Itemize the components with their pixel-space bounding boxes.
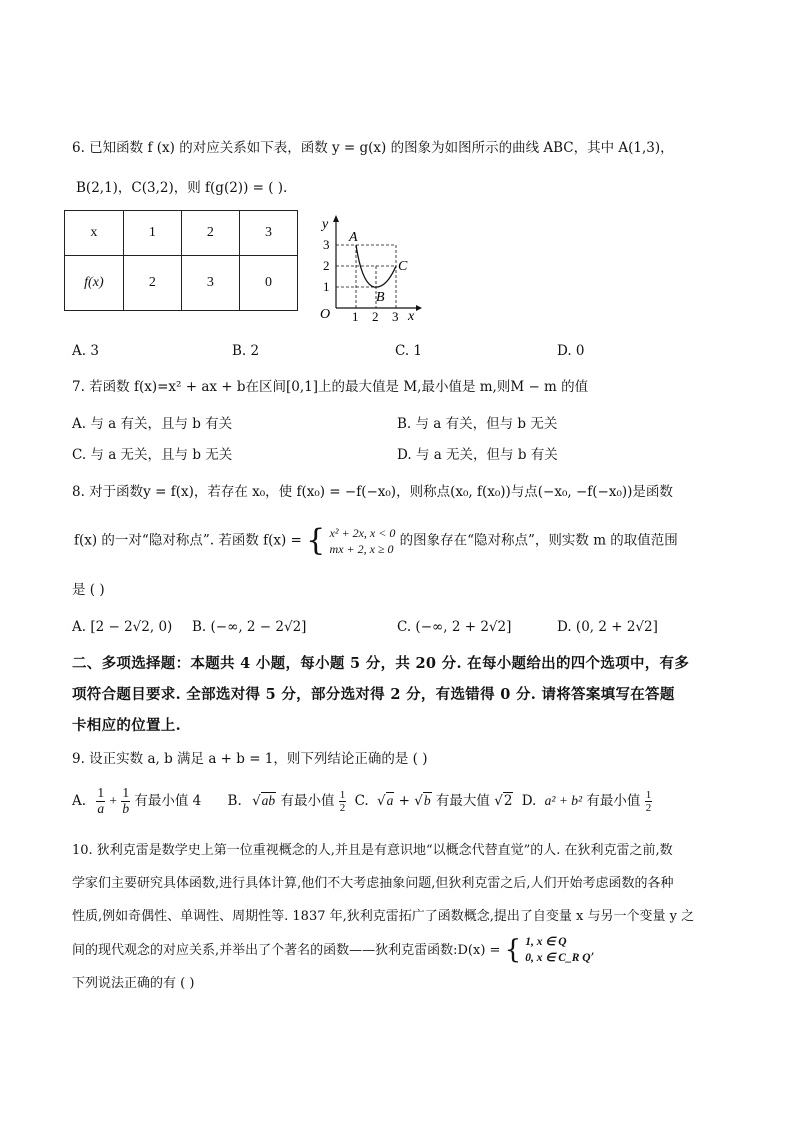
brace-glyph: { — [306, 523, 326, 558]
q10-line4: 间的现代观念的对应关系,并举出了个著名的函数——狄利克雷函数:D(x) = { 1, x ∈ Q 0, x ∈ C_R Q , — [72, 935, 595, 965]
case-line: x² + 2x, x < 0 — [329, 525, 396, 540]
point-label-c: C — [398, 259, 408, 274]
q6-option-d: D. 0 — [557, 343, 585, 359]
q10-line3: 性质,例如奇偶性、单调性、周期性等. 1837 年,狄利克雷拓广了函数概念,提出了自变量 x 与另一个变量 y 之 — [72, 909, 695, 924]
brace-glyph: { — [504, 935, 522, 965]
sqrt-ab: √ab — [252, 792, 276, 809]
dirichlet-cases — [525, 935, 590, 966]
q9-option-d: D. a² + b² 有最小值 $\frac{1}{2}$ — [521, 788, 652, 814]
sqrt-a-plus-sqrt-b: √a + √b — [377, 792, 431, 809]
q9-option-b: B. √ab 有最小值 $\frac{1}{2}$ — [227, 788, 346, 814]
fraction-half: $\frac{1}{2}$ — [339, 788, 346, 814]
x-tick: 1 — [352, 309, 359, 322]
table-cell: f(x) — [65, 256, 124, 311]
q9-option-a: A. $\frac{1}{a}$ + $\frac{1}{b}$ 有最小值 4 — [72, 785, 202, 816]
q6-option-c: C. 1 — [395, 343, 423, 359]
q6-option-b: B. 2 — [232, 343, 260, 359]
point-label-b: B — [376, 290, 385, 305]
table-cell: 3 — [181, 256, 239, 311]
q8-line1: 8. 对于函数y = f(x)，若存在 x₀，使 f(x₀) = −f(−x₀)，则称点(x₀, f(x₀))与点(−x₀, −f(−x₀))是函数 — [72, 484, 673, 500]
q10-line1: 10. 狄利克雷是数学史上第一位重视概念的人,并且是有意识地“以概念代替直觉”的人. 在狄利克雷之前,数 — [72, 843, 673, 858]
table-cell: 0 — [239, 256, 297, 311]
q8-line3: 是 ( ) — [72, 582, 105, 598]
q8-option-d: D. (0, 2 + 2√2] — [557, 619, 658, 635]
case-line: 1, x ∈ Q — [525, 936, 567, 949]
q6-option-a: A. 3 — [72, 343, 99, 359]
y-tick: 1 — [323, 279, 330, 294]
origin-label: O — [320, 307, 331, 322]
y-axis-label: y — [322, 217, 329, 232]
q7-option-c: C. 与 a 无关，且与 b 无关 — [72, 447, 233, 463]
q7-option-b: B. 与 a 有关，但与 b 无关 — [397, 416, 558, 432]
case-line: mx + 2, x ≥ 0 — [329, 542, 394, 556]
q8-option-c: C. (−∞, 2 + 2√2] — [397, 619, 512, 635]
piecewise-cases — [330, 525, 396, 557]
case-line: 0, x ∈ C_R Q — [525, 951, 591, 964]
fraction-1-over-a: $\frac{1}{a}$ — [97, 785, 105, 816]
q9-stem: 9. 设正实数 a, b 满足 a + b = 1，则下列结论正确的是 ( ) — [72, 751, 428, 767]
section-heading: 二、多项选择题：本题共 4 小题，每小题 5 分，共 20 分. 在每小题给出的四个选项中，有多 — [72, 655, 690, 672]
q7-option-d: D. 与 a 无关，但与 b 有关 — [397, 447, 558, 463]
y-tick: 2 — [323, 258, 330, 273]
a2-plus-b2: a² + b² — [544, 792, 583, 808]
table-cell: x — [65, 211, 124, 256]
table-cell: 1 — [123, 211, 181, 256]
curve-graph — [312, 212, 422, 322]
q8-line2-start: f(x) 的一对“隐对称点”. 若函数 f(x) = — [74, 532, 302, 549]
q9-option-c: C. √a + √b 有最大值 √2 — [354, 792, 513, 809]
fraction-1-over-b: $\frac{1}{b}$ — [122, 785, 130, 816]
x-axis-label: x — [408, 309, 415, 322]
table-cell: 2 — [181, 211, 239, 256]
table-cell: 3 — [239, 211, 297, 256]
fraction-half: $\frac{1}{2}$ — [645, 788, 652, 814]
point-label-a: A — [349, 230, 358, 245]
section-heading: 项符合题目要求. 全部选对得 5 分，部分选对得 2 分，有选错得 0 分. 请将答案填写在答题 — [72, 686, 675, 703]
q10-line2: 学家们主要研究具体函数,进行具体计算,他们不大考虑抽象问题,但狄利克雷之后,人们开始考虑函数的各种 — [72, 876, 674, 891]
q7-option-a: A. 与 a 有关，且与 b 有关 — [72, 416, 233, 432]
q7-stem: 7. 若函数 f(x)=x² + ax + b在区间[0,1]上的最大值是 M,最小值是 m,则M − m 的值 — [72, 379, 589, 395]
sqrt-2: √2 — [494, 792, 513, 809]
q8-line2 — [74, 523, 678, 559]
q6-line1: 6. 已知函数 f (x) 的对应关系如下表，函数 y = g(x) 的图象为如图所示的曲线 ABC，其中 A(1,3)， — [72, 140, 674, 156]
function-table — [64, 210, 298, 311]
q8-option-b: B. (−∞, 2 − 2√2] — [192, 619, 307, 635]
q10-line5: 下列说法正确的有 ( ) — [72, 976, 195, 991]
table-cell: 2 — [123, 256, 181, 311]
q8-option-a: A. [2 − 2√2, 0) — [72, 619, 173, 635]
q6-line2: B(2,1)，C(3,2)，则 f(g(2)) = ( ). — [76, 180, 288, 196]
x-tick: 2 — [372, 309, 379, 322]
q9-options — [72, 786, 652, 817]
section-heading: 卡相应的位置上. — [72, 717, 181, 734]
q8-line2-end: 的图象存在“隐对称点”，则实数 m 的取值范围 — [399, 532, 678, 549]
y-tick: 3 — [323, 237, 330, 252]
x-tick: 3 — [392, 309, 399, 322]
